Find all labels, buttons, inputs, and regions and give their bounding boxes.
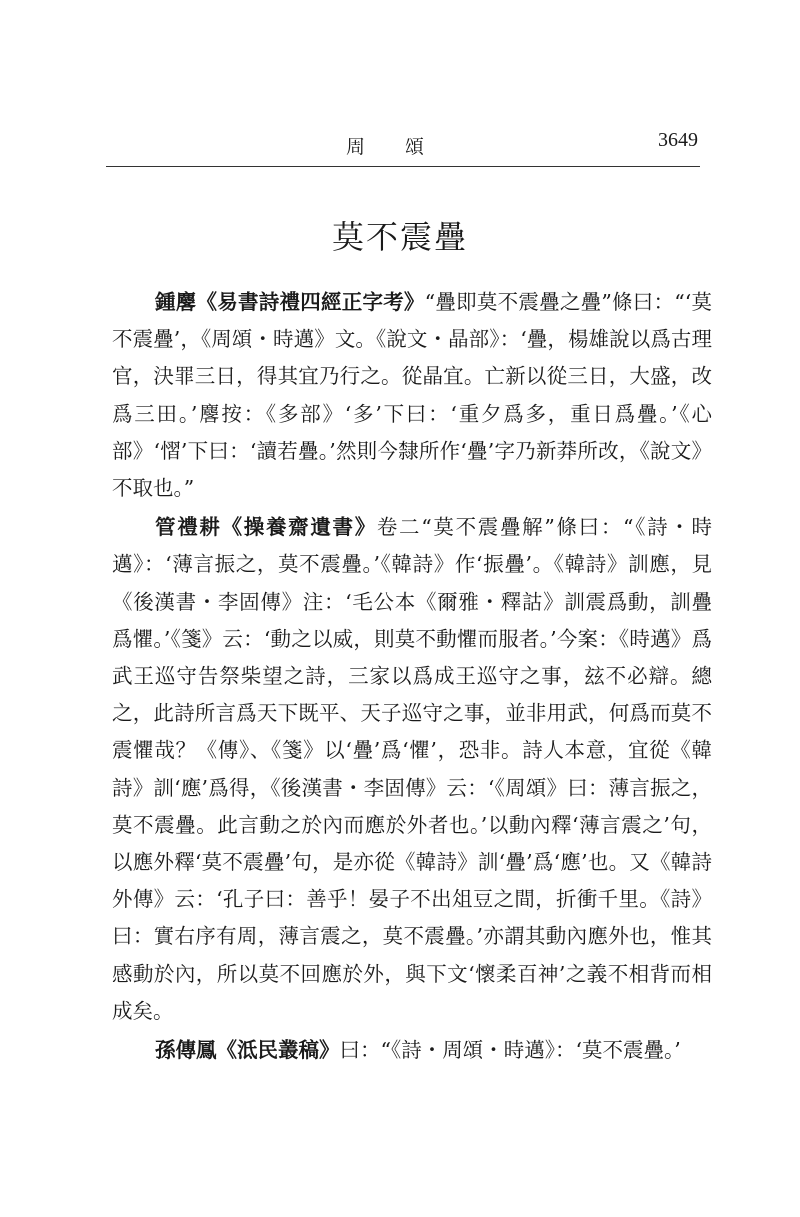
section-title: 莫不震疊: [331, 218, 468, 256]
paragraph-text: 卷二“莫不震疊解”條曰：“《詩・時邁》：‘薄言振之，莫不震疊。’《韓詩》作‘振疊’。《韓詩》訓應，見《後漢書・李固傳》注：‘毛公本《爾雅・釋詁》訓震爲動，訓疊爲懼。’《箋》云：‘動之以威，則莫不動懼而服者。’今案：《時邁》爲武王巡守告祭柴望之詩，三家以爲成王巡守之事，玆不必辯。總之，此詩所言爲天下既平、天子巡守之事，並非用武，何爲而莫不震懼哉？《傳》、《箋》以‘疊’爲‘懼’，恐非。詩人本意，宜從《韓詩》訓‘應’爲得，《後漢書・李固傳》云：‘《周頌》曰：薄言振之，莫不震疊。此言動之於內而應於外者也。’以動內釋‘薄言震之’句，以應外釋‘莫不震疊’句，是亦從《韓詩》訓‘疊’爲‘應’也。又《韓詩外傳》云：‘孔子曰：善乎！晏子不出俎豆之間，折衝千里。《詩》曰：實右序有周，薄言震之，莫不震疊。’亦謂其動內應外也，惟其感動於內，所以莫不回應於外，與下文‘懷柔百神’之義不相背而相成矣。: [112, 515, 712, 1023]
paragraph-zhong-lin: [112, 284, 712, 507]
paragraph-sun-chuanfeng: [112, 1032, 712, 1069]
paragraph-text: 曰：“《詩・周頌・時邁》：‘莫不震疊。’: [339, 1038, 681, 1063]
author-citation: 鍾麐《易書詩禮四經正字考》: [155, 290, 425, 314]
page-number: 3649: [658, 129, 698, 151]
author-citation: 孫傳鳳《泜民叢稿》: [155, 1038, 340, 1063]
paragraph-guan-ligeng: [112, 509, 712, 1030]
body-text: [112, 284, 712, 1069]
header-rule: [106, 166, 700, 167]
running-title: 周頌: [345, 136, 464, 158]
paragraph-text: “疊即莫不震疊之疊”條曰：“‘莫不震疊’，《周頌・時邁》文。《說文・晶部》：‘疊，楊雄說以爲古理官，決罪三日，得其宜乃行之。從晶宜。亡新以從三日，大盛，改爲三田。’麐按：《多部》‘多’下曰：‘重夕爲多，重日爲疊。’《心部》‘慴’下曰：‘讀若疊。’然則今隸所作‘疊’字乃新莽所改，《說文》不取也。”: [112, 290, 712, 501]
author-citation: 管禮耕《操養齋遺書》: [155, 515, 377, 540]
running-header: [110, 128, 700, 160]
